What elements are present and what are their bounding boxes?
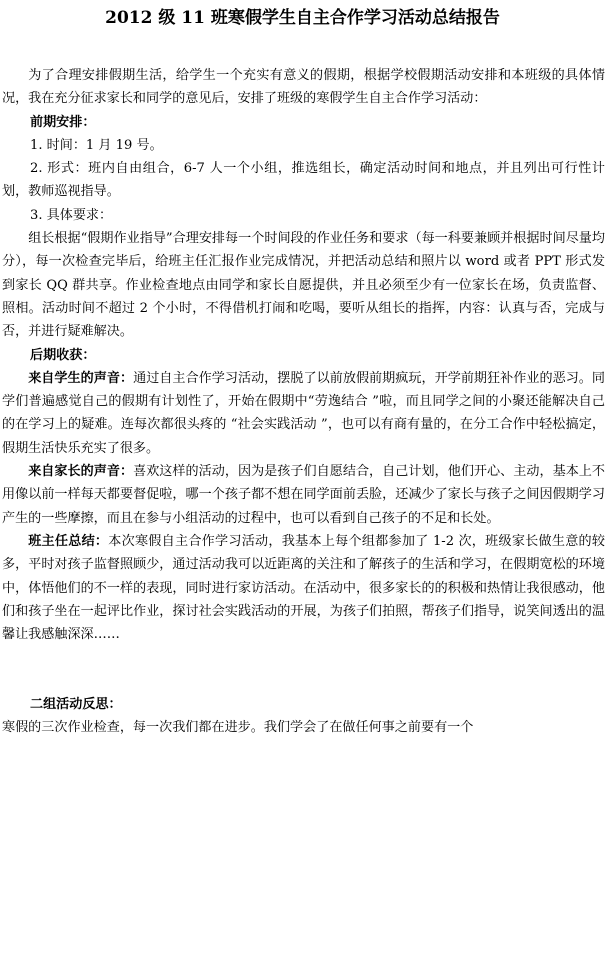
list-item-time: 1. 时间：1 月 19 号。	[30, 137, 163, 153]
students-voice-text: 通过自主合作学习活动，摆脱了以前放假前期疯玩，开学前期狂补作业的恶习。同学们普遍感觉自己的假期有计划性了，开始在假期中“劳逸结合 ”啦，而且同学之间的小聚还能解决自己的在学习上的疑难。连每次都很头疼的 “社会实践活动 ”，也可以有商有量的，在分工合作中轻松搞定，假期生活快乐充实了很多。	[2, 370, 605, 456]
group2-reflection-heading: 二组活动反思：	[30, 697, 122, 713]
students-voice-paragraph	[2, 367, 605, 460]
list-item-requirements: 3. 具体要求：	[30, 207, 113, 223]
list-item-format: 2. 形式：班内自由组合，6-7 人一个小组，推选组长，确定活动时间和地点，并且列出可行性计划，教师巡视指导。	[2, 161, 605, 200]
parents-voice-label: 来自家长的声音：	[28, 464, 134, 480]
teacher-summary-text: 本次寒假自主合作学习活动，我基本上每个组都参加了 1-2 次，班级家长做生意的较多，平时对孩子监督照顾少，通过活动我可以近距离的关注和了解孩子的生活和学习，在假期宽松的环境中，体悟他们的不一样的表现，同时进行家访活动。在活动中，很多家长的的积极和热情让我很感动，他们和孩子坐在一起评比作业，探讨社会实践活动的开展，为孩子们拍照，帮孩子们指导，说笑间透出的温馨让我感触深深……	[2, 533, 605, 643]
document-body	[2, 64, 605, 740]
teacher-summary-paragraph	[2, 530, 605, 646]
early-arrangement-heading: 前期安排：	[30, 114, 96, 130]
students-voice-label: 来自学生的声音：	[28, 370, 134, 386]
later-harvest-heading: 后期收获：	[30, 347, 96, 363]
requirements-paragraph: 组长根据“假期作业指导”合理安排每一个时间段的作业任务和要求（每一科要兼顾并根据时间尽量均分），每一次检查完毕后，给班主任汇报作业完成情况，并把活动总结和照片以 word 或者 PPT 形式发到家长 QQ 群共享。作业检查地点由同学和家长自愿提供，并且必须至少有一位家长在场，负责监督、照相。活动时间不超过 2 个小时，不得借机打闹和吃喝，要听从组长的指挥，内容：认真与否，完成与否，并进行疑难解决。	[2, 231, 605, 340]
group2-reflection-text: 寒假的三次作业检查，每一次我们都在进步。我们学会了在做任何事之前要有一个	[2, 720, 474, 736]
document-title: 2012 级 11 班寒假学生自主合作学习活动总结报告	[105, 8, 500, 28]
teacher-summary-label: 班主任总结：	[28, 533, 109, 549]
intro-paragraph: 为了合理安排假期生活，给学生一个充实有意义的假期，根据学校假期活动安排和本班级的具体情况，我在充分征求家长和同学的意见后，安排了班级的寒假学生自主合作学习活动：	[2, 68, 605, 107]
parents-voice-text: 喜欢这样的活动，因为是孩子们自愿结合，自己计划，他们开心、主动，基本上不用像以前一样每天都要督促啦，哪一个孩子都不想在同学面前丢脸，还减少了家长与孩子之间因假期学习产生的一些摩擦，而且在参与小组活动的过程中，也可以看到自己孩子的不足和长处。	[2, 464, 605, 526]
section-spacer	[2, 646, 605, 693]
parents-voice-paragraph	[2, 460, 605, 530]
